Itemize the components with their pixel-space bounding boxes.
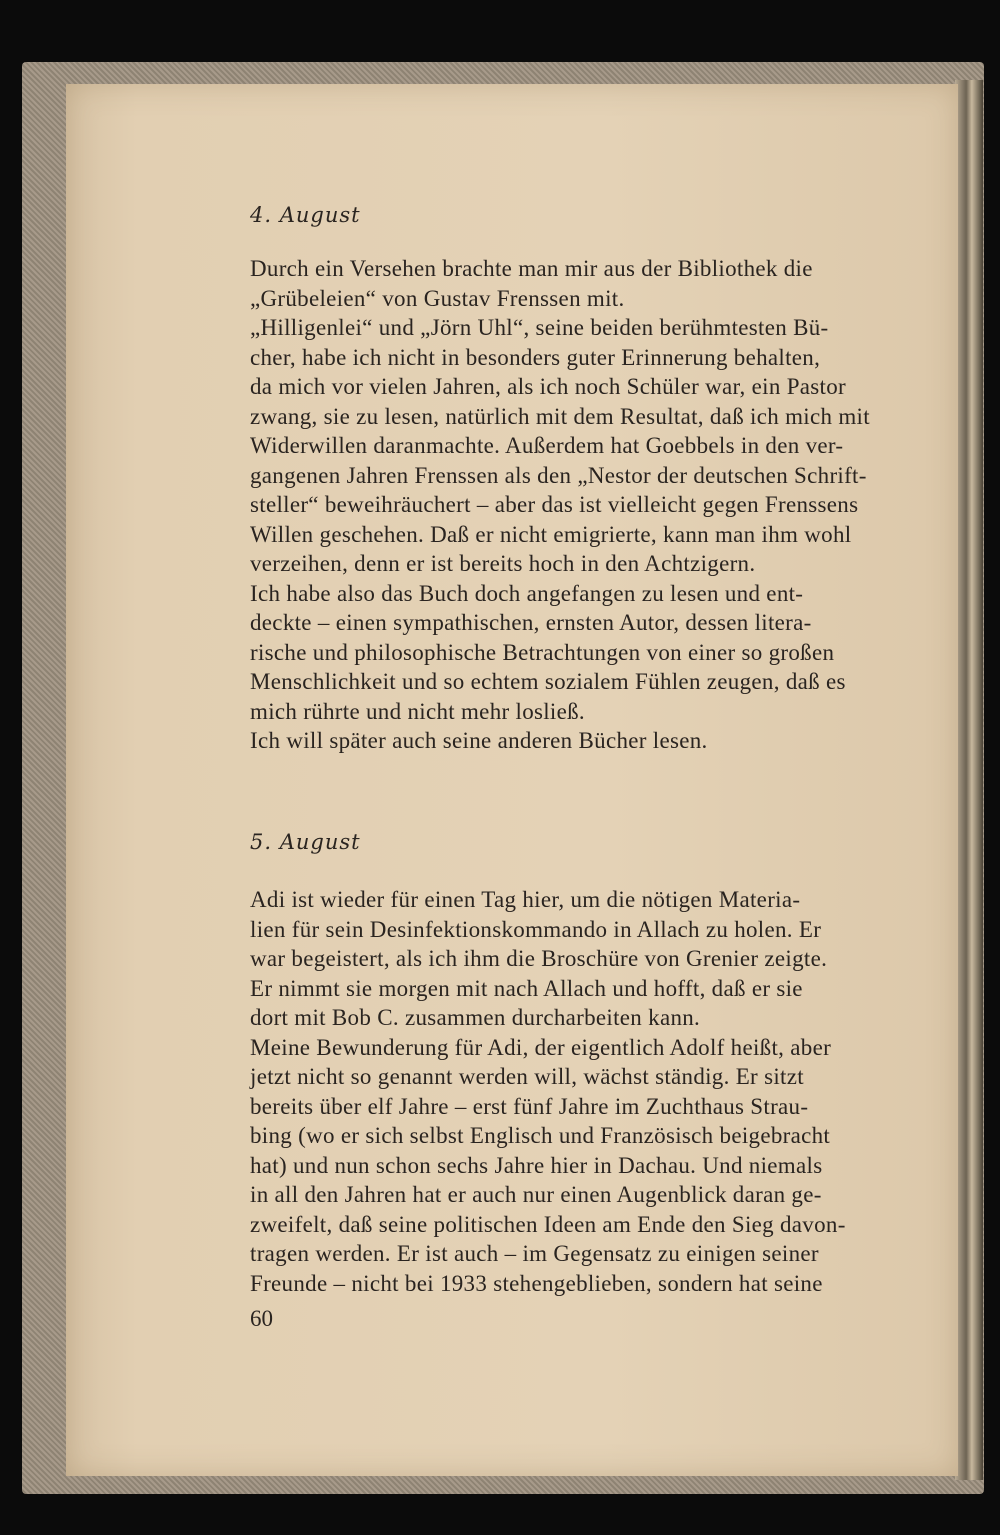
text-line: rische und philosophische Betrachtungen von einer so großen xyxy=(250,639,835,665)
text-line: dort mit Bob C. zusammen durcharbeiten kann. xyxy=(250,1005,701,1030)
text-line: jetzt nicht so genannt werden will, wächst ständig. Er sitzt xyxy=(250,1064,804,1089)
text-line: „Grübeleien“ von Gustav Frenssen mit. xyxy=(250,285,625,311)
text-line: Widerwillen daranmachte. Außerdem hat Goebbels in den ver- xyxy=(250,433,844,458)
text-line: Freunde – nicht bei 1933 stehengeblieben, sondern hat seine xyxy=(250,1270,823,1296)
text-line: verzeihen, denn er ist bereits hoch in den Achtzigern. xyxy=(250,551,756,576)
text-line: zweifelt, daß seine politischen Ideen am Ende den Sieg davon- xyxy=(250,1211,846,1237)
text-line: zwang, sie zu lesen, natürlich mit dem Resultat, daß ich mich mit xyxy=(250,403,870,429)
entry-date: 5. August xyxy=(250,830,361,854)
entry-text xyxy=(250,885,890,1298)
text-line: Willen geschehen. Daß er nicht emigrierte, kann man ihm wohl xyxy=(250,521,852,547)
text-line: Ich habe also das Buch doch angefangen zu lesen und ent- xyxy=(250,580,804,606)
text-line: bereits über elf Jahre – erst fünf Jahre im Zuchthaus Strau- xyxy=(250,1093,809,1119)
text-line: Er nimmt sie morgen mit nach Allach und hofft, daß er sie xyxy=(250,975,803,1001)
page-number: 60 xyxy=(250,1306,273,1331)
text-line: gangenen Jahren Frenssen als den „Nestor der deutschen Schrift- xyxy=(250,462,867,488)
entry-date: 4. August xyxy=(250,203,361,227)
text-line: lien für sein Desinfektionskommando in Allach zu holen. Er xyxy=(250,916,822,942)
text-line: in all den Jahren hat er auch nur einen Augenblick daran ge- xyxy=(250,1182,822,1207)
diary-entry xyxy=(250,827,890,1298)
text-line: Menschlichkeit und so echtem sozialem Fühlen zeugen, daß es xyxy=(250,669,846,694)
text-line: mich rührte und nicht mehr losließ. xyxy=(250,698,585,724)
text-line: cher, habe ich nicht in besonders guter Erinnerung behalten, xyxy=(250,344,821,370)
text-line: Durch ein Versehen brachte man mir aus der Bibliothek die xyxy=(250,256,813,281)
text-line: Meine Bewunderung für Adi, der eigentlich Adolf heißt, aber xyxy=(250,1034,832,1060)
diary-entry xyxy=(250,200,890,756)
text-line: war begeistert, als ich ihm die Broschüre von Grenier zeigte. xyxy=(250,946,828,971)
text-line: deckte – einen sympathischen, ernsten Autor, dessen litera- xyxy=(250,610,812,635)
text-line: steller“ beweihräuchert – aber das ist vielleicht gegen Frenssens xyxy=(250,492,859,517)
text-line: Ich will später auch seine anderen Bücher lesen. xyxy=(250,728,708,753)
page-edge xyxy=(955,80,983,1480)
text-line: bing (wo er sich selbst Englisch und Französisch beigebracht xyxy=(250,1123,831,1148)
text-line: tragen werden. Er ist auch – im Gegensatz zu einigen seiner xyxy=(250,1241,819,1266)
text-line: Adi ist wieder für einen Tag hier, um die nötigen Materia- xyxy=(250,887,801,912)
text-line: da mich vor vielen Jahren, als ich noch Schüler war, ein Pastor xyxy=(250,374,846,399)
entry-text xyxy=(250,254,890,756)
text-line: „Hilligenlei“ und „Jörn Uhl“, seine beiden berühmtesten Bü- xyxy=(250,315,829,340)
text-line: hat) und nun schon sechs Jahre hier in Dachau. Und niemals xyxy=(250,1152,823,1178)
